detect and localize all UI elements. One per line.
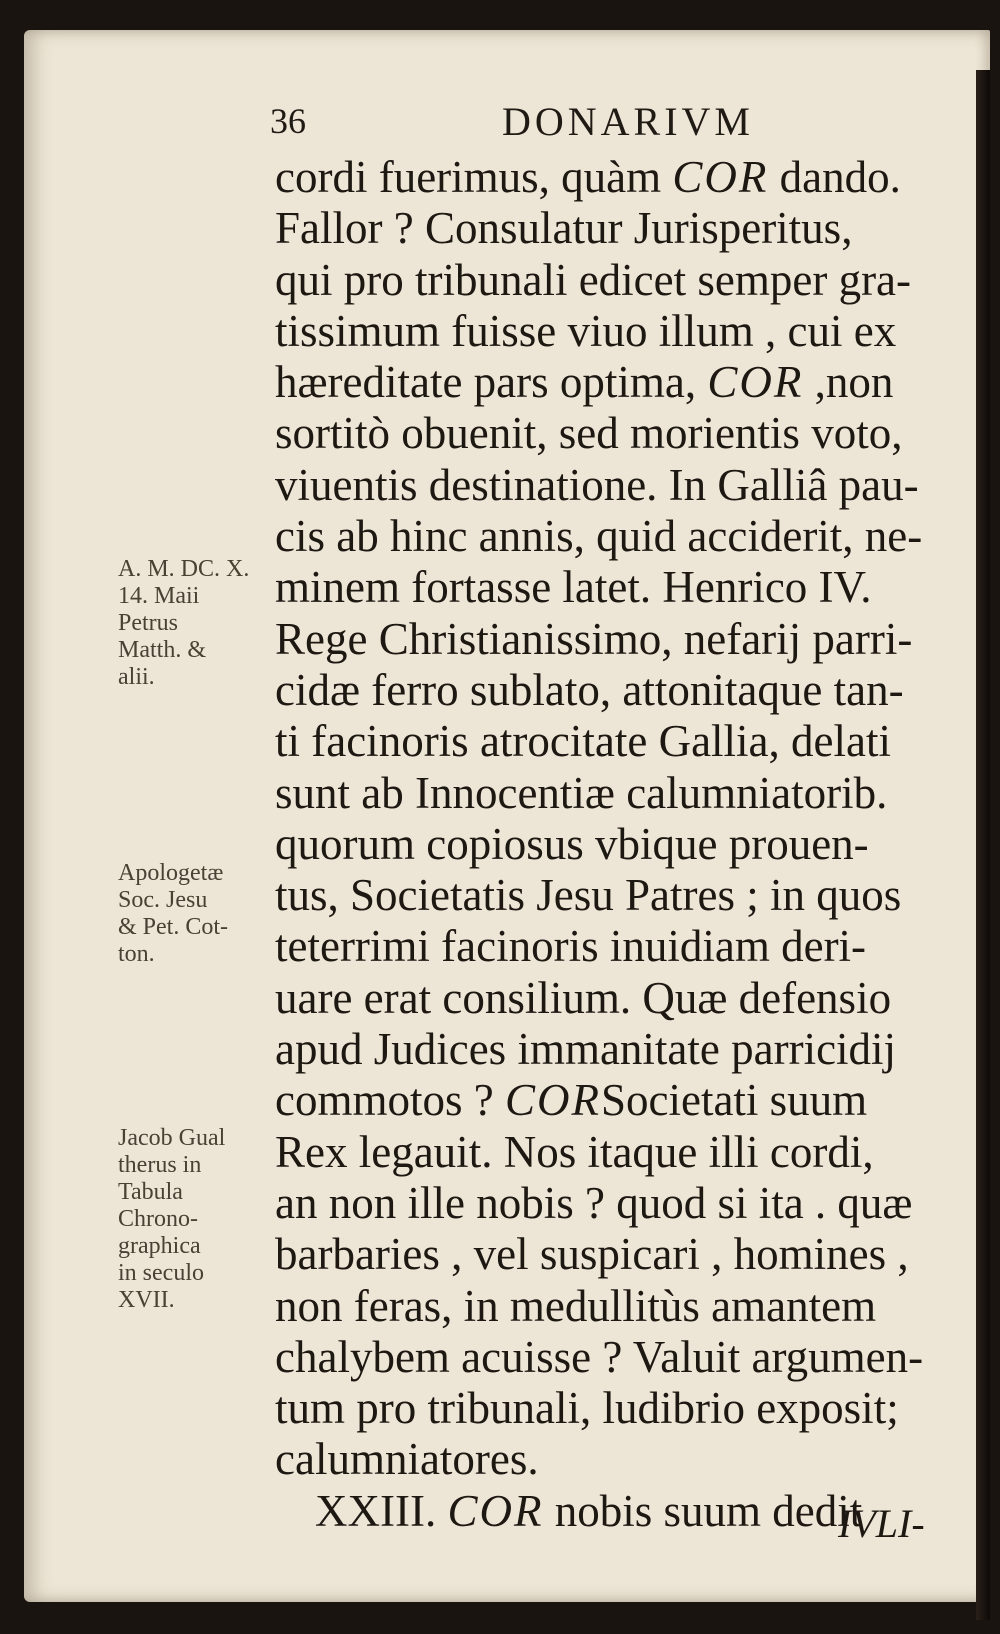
text-line: Rege Christianissimo, nefarij parri-	[275, 613, 913, 664]
marginal-note-date: A. M. DC. X. 14. Maii Petrus Matth. & alii.	[118, 556, 250, 690]
text-line: minem fortasse latet. Henrico IV.	[275, 562, 872, 613]
text-line: cordi fuerimus, quàm COR dando.	[275, 152, 901, 202]
marginal-note-apologetae: Apologetæ Soc. Jesu & Pet. Cot- ton.	[118, 860, 229, 967]
text-line: cis ab hinc annis, quid acciderit, ne-	[275, 511, 923, 562]
text-line: uare erat consilium. Quæ defensio	[275, 972, 892, 1023]
text-line: an non ille nobis ? quod si ita . quæ	[275, 1177, 913, 1228]
text-line: barbaries , vel suspicari , homines ,	[275, 1229, 909, 1280]
text-line: sortitò obuenit, sed morientis voto,	[275, 408, 903, 459]
catchword: IVLI-	[838, 1501, 925, 1546]
page-header	[270, 100, 950, 150]
text-line: calumniatores.	[275, 1434, 539, 1485]
text-line: sunt ab Innocentiæ calumniatorib.	[275, 767, 888, 818]
text-line: ti facinoris atrocitate Gallia, delati	[275, 716, 891, 767]
main-text	[275, 152, 985, 1537]
text-line: non feras, in medullitùs amantem	[275, 1280, 877, 1331]
text-line: qui pro tribunali edicet semper gra-	[275, 254, 912, 305]
text-line: Fallor ? Consulatur Jurisperitus,	[275, 203, 853, 254]
text-line: cidæ ferro sublato, attonitaque tan-	[275, 664, 904, 715]
text-line: apud Judices immanitate parricidij	[275, 1024, 897, 1075]
running-title: DONARIVM	[502, 99, 754, 144]
text-line: Rex legauit. Nos itaque illi cordi,	[275, 1126, 874, 1177]
text-line: tissimum fuisse viuo illum , cui ex	[275, 305, 897, 356]
text-line: hæreditate pars optima, COR ,non	[275, 357, 894, 408]
text-line: commotos ? CORSocietati suum	[275, 1075, 868, 1126]
text-line: viuentis destinatione. In Galliâ pau-	[275, 459, 919, 510]
text-line: XXIII. COR nobis suum dedit	[315, 1485, 863, 1536]
page-number: 36	[270, 101, 306, 141]
text-line: teterrimi facinoris inuidiam deri-	[275, 921, 867, 972]
text-line: chalybem acuisse ? Valuit argumen-	[275, 1331, 924, 1382]
text-line: quorum copiosus vbique prouen-	[275, 818, 869, 869]
text-line: tus, Societatis Jesu Patres ; in quos	[275, 870, 902, 921]
text-line: tum pro tribunali, ludibrio exposit;	[275, 1383, 899, 1434]
marginal-note-gualtherus: Jacob Gual therus in Tabula Chrono- graphica in seculo XVII.	[118, 1125, 226, 1313]
